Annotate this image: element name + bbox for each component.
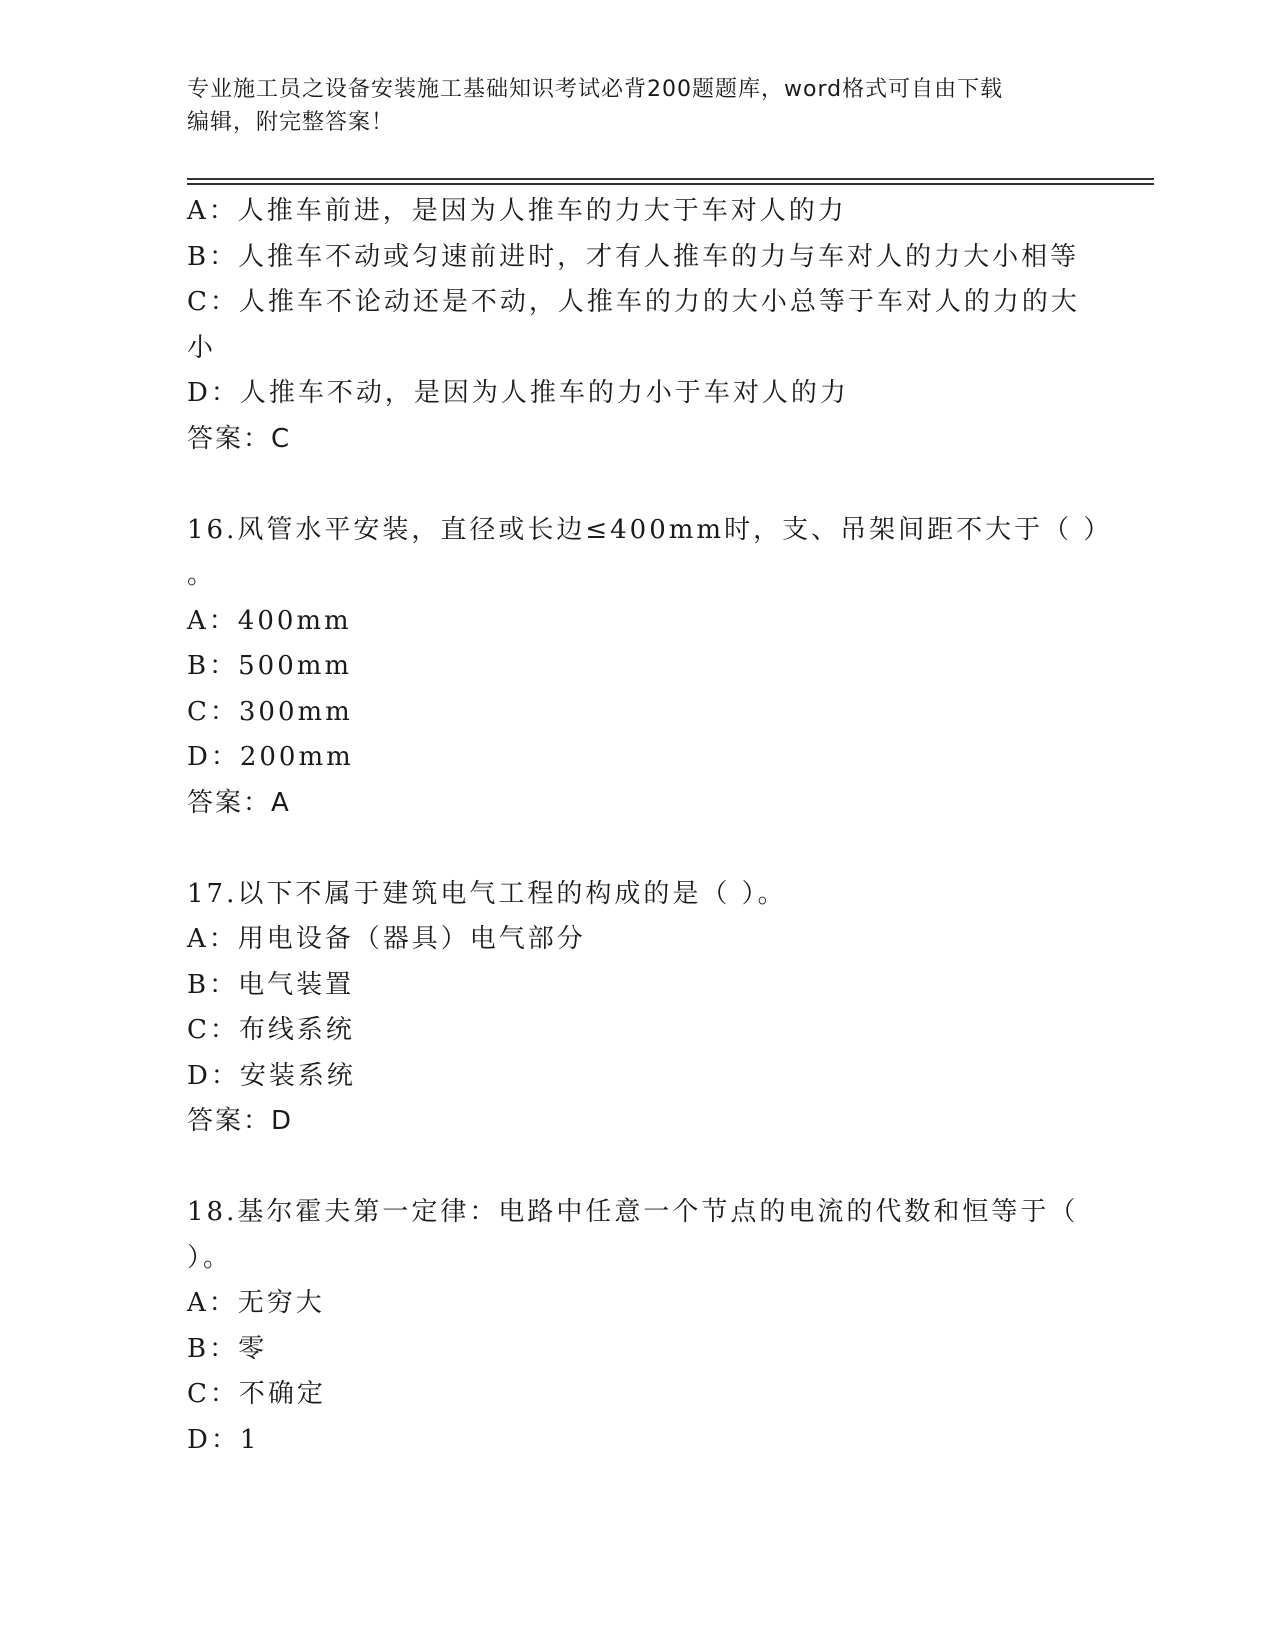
option-b: B：电气装置	[187, 969, 355, 1000]
option-b: B：500mm	[187, 651, 353, 681]
option-d: D：人推车不动，是因为人推车的力小于车对人的力	[187, 378, 849, 408]
option-d: D：1	[187, 1424, 260, 1455]
header-title-line-1: 专业施工员之设备安装施工基础知识考试必背200题题库，word格式可自由下载	[187, 77, 1004, 102]
question-stem: 18.基尔霍夫第一定律：电路中任意一个节点的电流的代数和恒等于（	[187, 1197, 1079, 1227]
answer: 答案：A	[187, 787, 291, 818]
question-16	[187, 508, 1113, 827]
option-c: C：布线系统	[187, 1015, 355, 1045]
question-stem: 16.风管水平安装，直径或长边≤400mm时，支、吊架间距不大于（ ）	[187, 514, 1113, 545]
option-d: D：200mm	[187, 742, 354, 772]
question-list	[187, 189, 1113, 1463]
header-divider-bottom	[187, 183, 1154, 185]
option-d: D：安装系统	[187, 1060, 356, 1091]
spacer	[187, 826, 1087, 872]
option-c-continued: 小	[187, 332, 217, 363]
option-b: B：人推车不动或匀速前进时，才有人推车的力与车对人的力大小相等	[187, 241, 1080, 272]
answer: 答案：D	[187, 1106, 294, 1136]
question-15	[187, 189, 1087, 462]
question-stem: 17.以下不属于建筑电气工程的构成的是（ ）。	[187, 878, 787, 909]
question-17	[187, 872, 1087, 1145]
option-c: C：不确定	[187, 1379, 326, 1409]
answer: 答案：C	[187, 423, 292, 454]
option-c: C：300mm	[187, 696, 353, 727]
question-stem-continued: ）。	[187, 1242, 233, 1273]
document-header	[187, 73, 1067, 139]
question-stem-continued: 。	[187, 560, 217, 590]
spacer	[187, 1145, 1087, 1191]
option-a: A：用电设备（器具）电气部分	[187, 924, 586, 954]
question-18	[187, 1190, 1087, 1463]
option-a: A：400mm	[187, 605, 352, 636]
header-divider-top	[187, 178, 1154, 180]
spacer	[187, 462, 1087, 508]
option-a: A：人推车前进，是因为人推车的力大于车对人的力	[187, 196, 847, 226]
header-title-line-2: 编辑，附完整答案！	[187, 110, 395, 135]
option-b: B：零	[187, 1333, 268, 1364]
option-a: A：无穷大	[187, 1288, 325, 1318]
option-c: C：人推车不论动还是不动，人推车的力的大小总等于车对人的力的大	[187, 287, 1080, 317]
